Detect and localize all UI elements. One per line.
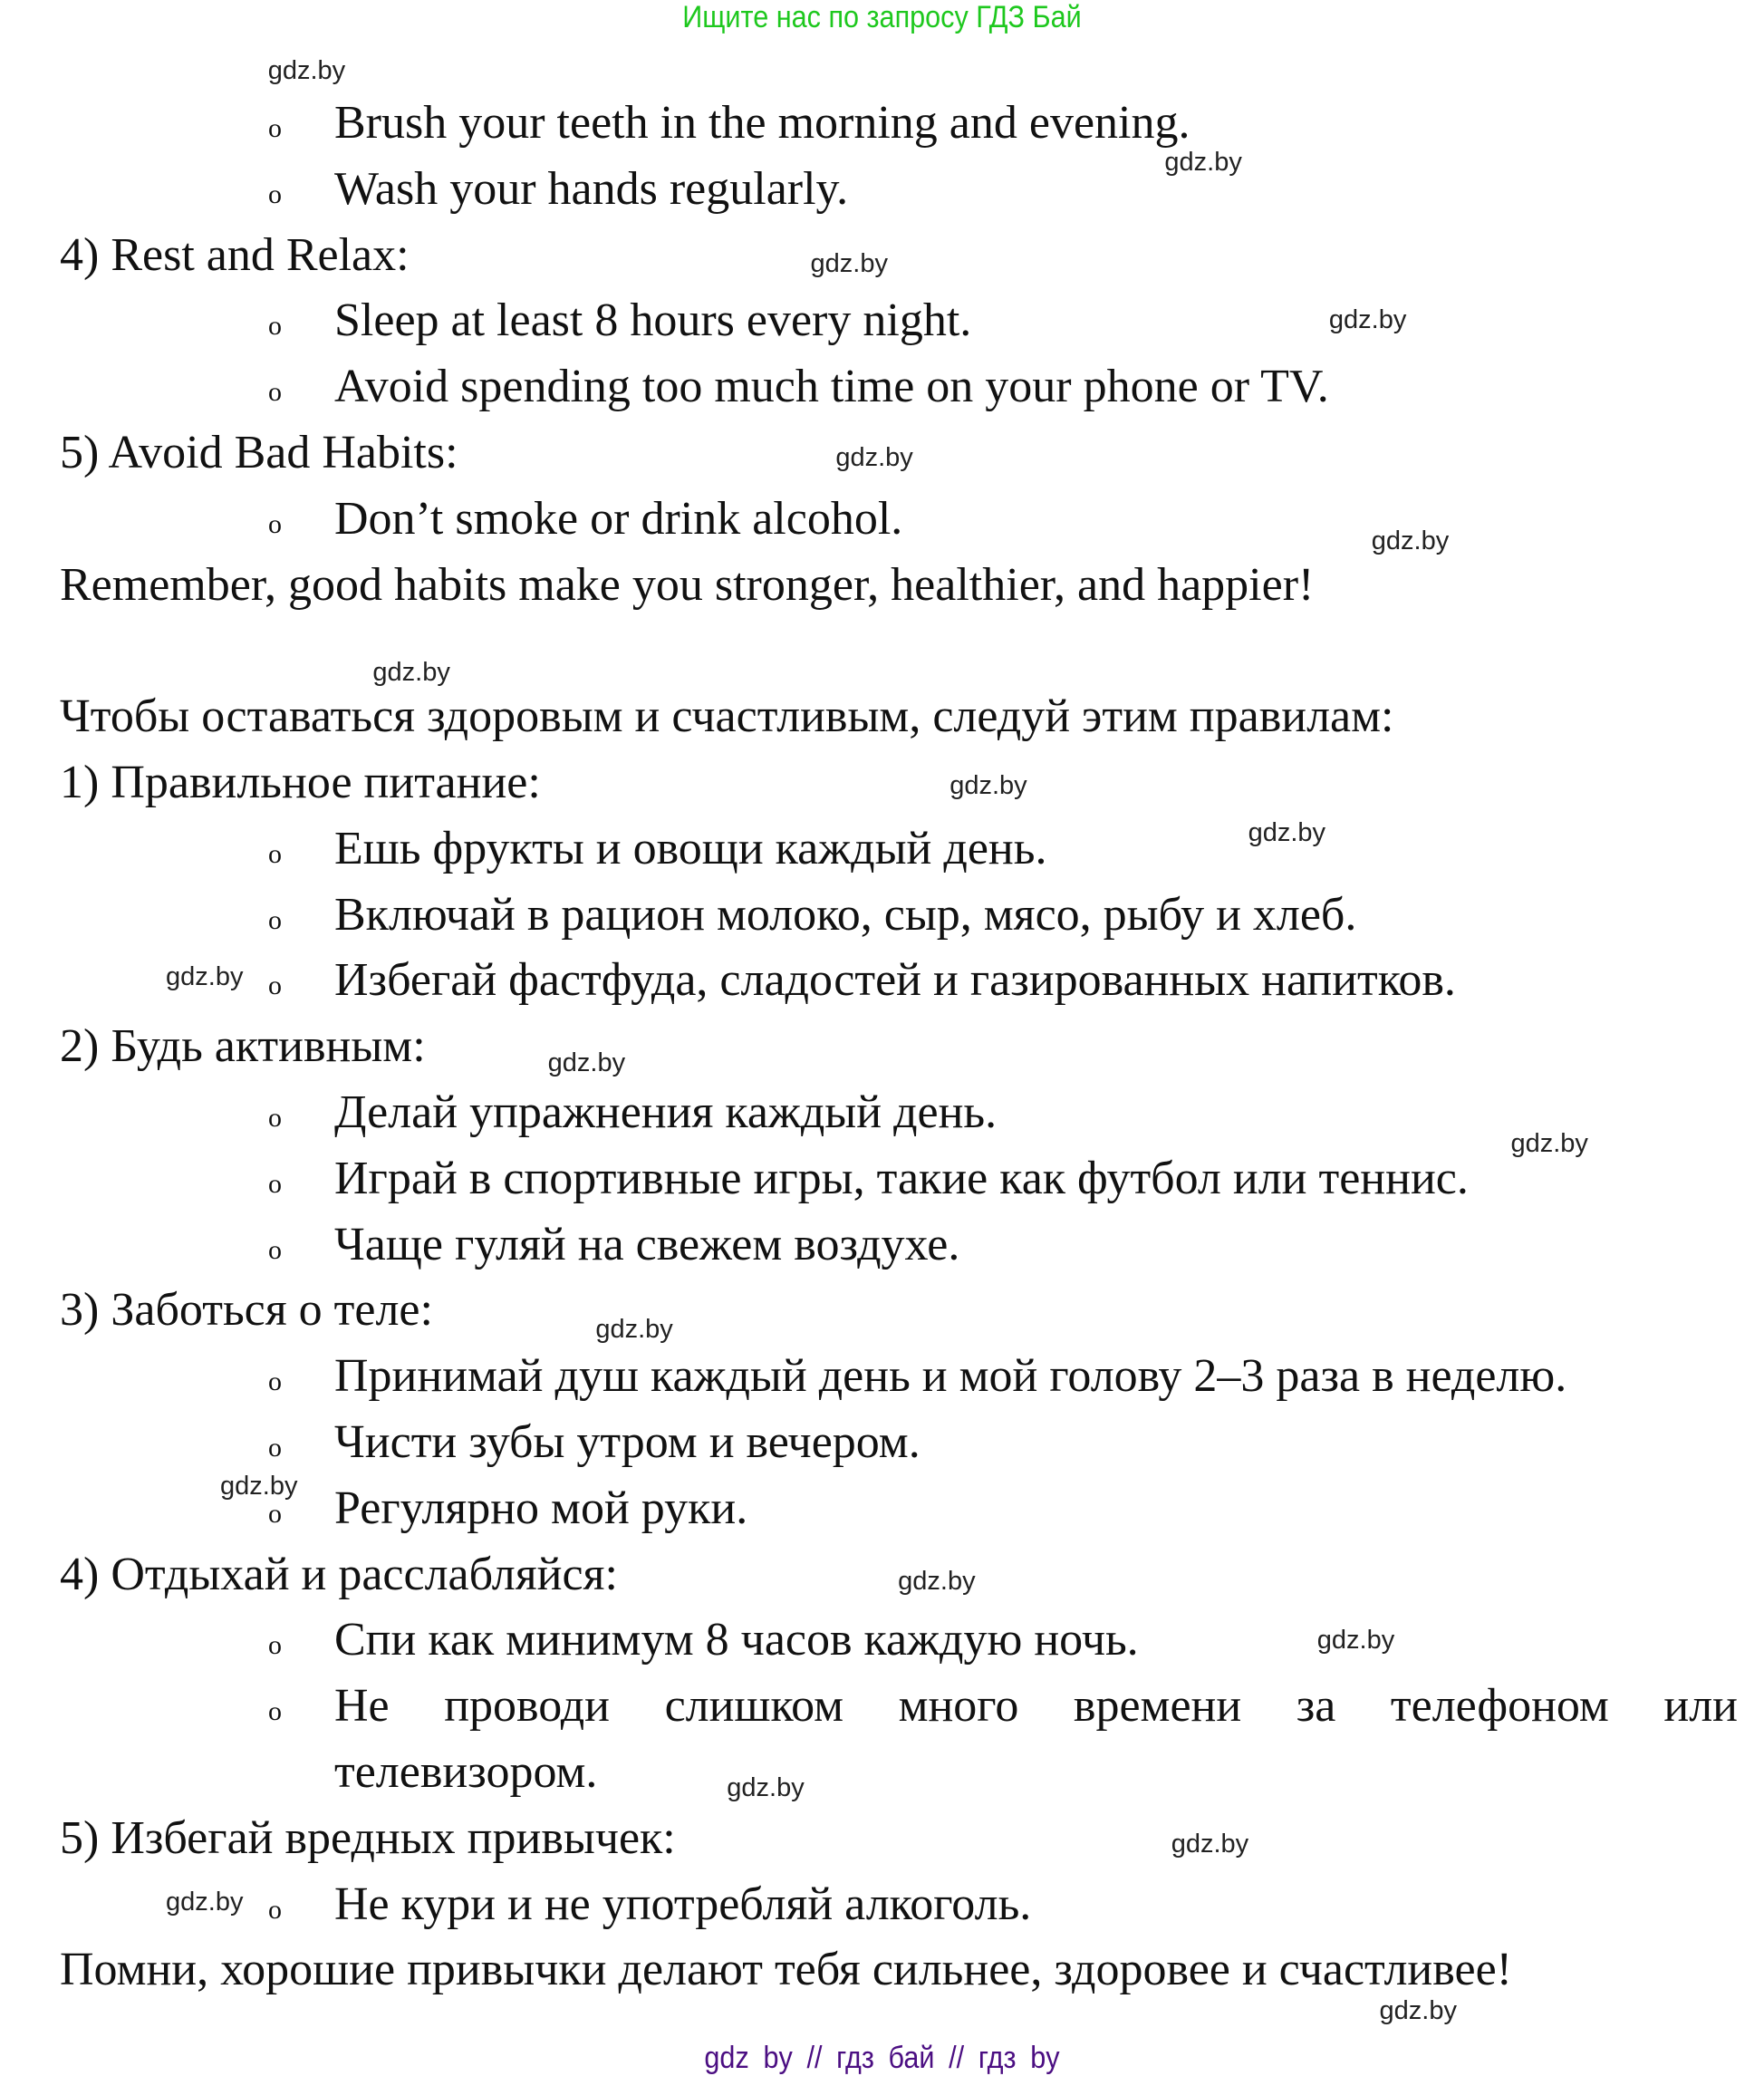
list-item bbox=[0, 1410, 1764, 1476]
bullet-icon: o bbox=[268, 377, 282, 408]
bullet-icon: o bbox=[268, 1498, 282, 1529]
list-item bbox=[0, 157, 1764, 223]
list-item bbox=[0, 1608, 1764, 1674]
bullet-icon: o bbox=[268, 508, 282, 539]
watermark: gdz.by bbox=[267, 55, 346, 85]
bullet-icon: o bbox=[268, 1366, 282, 1397]
list-item bbox=[0, 883, 1764, 949]
bullet-icon: o bbox=[268, 1234, 282, 1265]
watermark: gdz.by bbox=[1316, 1625, 1395, 1655]
line-text: Делай упражнения каждый день. bbox=[334, 1086, 998, 1138]
list-item bbox=[0, 288, 1764, 354]
watermark: gdz.by bbox=[220, 1471, 298, 1501]
line-text: Чаще гуляй на свежем воздухе. bbox=[334, 1218, 960, 1270]
line-text: Помни, хорошие привычки делают тебя сильнее, здоровее и счастливее! bbox=[60, 1944, 1512, 1996]
list-item bbox=[0, 1344, 1764, 1410]
watermark: gdz.by bbox=[166, 961, 244, 991]
paragraph bbox=[0, 553, 1764, 619]
line-text: 4) Отдыхай и расслабляйся: bbox=[60, 1548, 618, 1600]
watermark: gdz.by bbox=[1171, 1829, 1249, 1859]
line-text: Избегай фастфуда, сладостей и газированных напитков. bbox=[334, 954, 1456, 1007]
list-item bbox=[0, 948, 1764, 1014]
bullet-icon: o bbox=[268, 1696, 282, 1727]
footer-links[interactable]: gdz by // гдз бай // гдз by bbox=[704, 2041, 1060, 2075]
bullet-icon: o bbox=[268, 1432, 282, 1463]
line-text: 5) Избегай вредных привычек: bbox=[60, 1811, 676, 1864]
line-text: Спи как минимум 8 часов каждую ночь. bbox=[334, 1614, 1139, 1666]
paragraph bbox=[0, 1937, 1764, 2004]
line-text: Remember, good habits make you stronger, healthier, and happier! bbox=[60, 558, 1315, 611]
blank-line bbox=[0, 618, 1764, 688]
list-item bbox=[0, 487, 1764, 556]
watermark: gdz.by bbox=[166, 1888, 244, 1917]
line-text: 5) Avoid Bad Habits: bbox=[60, 426, 458, 478]
list-item bbox=[0, 1872, 1764, 1938]
line-text: Don’t smoke or drink alcohol. bbox=[334, 492, 903, 545]
watermark: gdz.by bbox=[949, 770, 1027, 800]
paragraph bbox=[0, 1806, 1764, 1872]
line-text: Brush your teeth in the morning and evening. bbox=[334, 97, 1190, 149]
list-item bbox=[0, 816, 1764, 883]
watermark: gdz.by bbox=[810, 249, 888, 279]
paragraph bbox=[0, 1278, 1764, 1344]
watermark: gdz.by bbox=[727, 1773, 805, 1803]
paragraph bbox=[0, 1014, 1764, 1080]
watermark: gdz.by bbox=[1328, 304, 1407, 334]
paragraph bbox=[0, 750, 1764, 816]
line-text: 4) Rest and Relax: bbox=[60, 228, 410, 281]
bullet-icon: o bbox=[268, 179, 282, 209]
bullet-icon: o bbox=[268, 970, 282, 1001]
watermark: gdz.by bbox=[1248, 818, 1326, 848]
document-body bbox=[0, 91, 1764, 2004]
line-text: Sleep at least 8 hours every night. bbox=[334, 295, 972, 347]
watermark: gdz.by bbox=[835, 443, 913, 473]
line-text: Играй в спортивные игры, такие как футбол или теннис. bbox=[334, 1152, 1469, 1204]
list-item bbox=[0, 1080, 1764, 1146]
list-item bbox=[0, 91, 1764, 157]
watermark: gdz.by bbox=[898, 1567, 976, 1597]
bullet-icon: o bbox=[268, 904, 282, 935]
line-text: 3) Заботься о теле: bbox=[60, 1284, 433, 1337]
watermark: gdz.by bbox=[1164, 147, 1242, 177]
bullet-icon: o bbox=[268, 1168, 282, 1199]
line-text: Включай в рацион молоко, сыр, мясо, рыбу и хлеб. bbox=[334, 888, 1357, 941]
line-text: Wash your hands regularly. bbox=[334, 162, 849, 215]
paragraph bbox=[0, 684, 1764, 750]
line-text: Чтобы оставаться здоровым и счастливым, следуй этим правилам: bbox=[60, 690, 1394, 743]
line-text: телевизором. bbox=[334, 1745, 598, 1798]
bullet-icon: o bbox=[268, 1894, 282, 1925]
line-text: 1) Правильное питание: bbox=[60, 756, 541, 808]
watermark: gdz.by bbox=[372, 658, 450, 688]
list-item-continuation bbox=[0, 1740, 1764, 1806]
line-text: 2) Будь активным: bbox=[60, 1020, 426, 1073]
bullet-icon: o bbox=[268, 113, 282, 143]
bullet-icon: o bbox=[268, 1630, 282, 1661]
line-text: Регулярно мой руки. bbox=[334, 1482, 748, 1534]
bullet-icon: o bbox=[268, 1102, 282, 1133]
watermark: gdz.by bbox=[1510, 1128, 1588, 1158]
watermark: gdz.by bbox=[1379, 1996, 1457, 2026]
watermark: gdz.by bbox=[547, 1048, 626, 1077]
bullet-icon: o bbox=[268, 838, 282, 869]
list-item bbox=[0, 1212, 1764, 1279]
list-item bbox=[0, 354, 1764, 420]
list-item bbox=[0, 1146, 1764, 1212]
line-text: Ешь фрукты и овощи каждый день. bbox=[334, 822, 1047, 874]
line-text: Принимай душ каждый день и мой голову 2–3 раза в неделю. bbox=[334, 1350, 1567, 1403]
line-text: Чисти зубы утром и вечером. bbox=[334, 1415, 921, 1468]
paragraph bbox=[0, 1542, 1764, 1608]
bullet-icon: o bbox=[268, 311, 282, 342]
search-banner: Ищите нас по запросу ГДЗ Бай bbox=[682, 0, 1082, 34]
list-item bbox=[0, 1674, 1764, 1740]
watermark: gdz.by bbox=[1371, 526, 1450, 556]
line-text: Avoid spending too much time on your phone or TV. bbox=[334, 361, 1329, 413]
line-text: Не кури и не употребляй алкоголь. bbox=[334, 1878, 1032, 1930]
line-text: Не проводи слишком много времени за телефоном или bbox=[334, 1680, 1738, 1733]
watermark: gdz.by bbox=[595, 1314, 673, 1344]
